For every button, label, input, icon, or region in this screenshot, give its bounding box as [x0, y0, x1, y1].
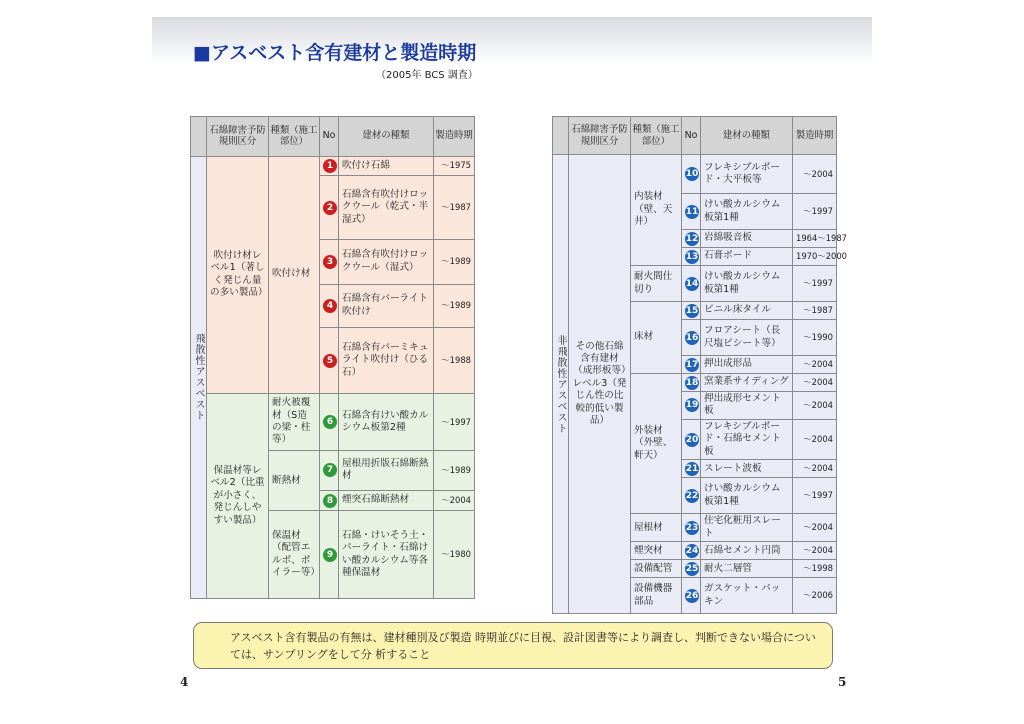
item-number-badge: 10	[685, 169, 699, 179]
type-spray: 吹付け材	[269, 156, 320, 393]
material-name: フロアシート（長尺塩ビシート等）	[701, 320, 793, 356]
material-name: 窯業系サイディング	[701, 374, 793, 392]
item-number-badge: 21	[685, 463, 699, 474]
item-number-badge: 5	[323, 354, 337, 368]
manufacture-period: ～2004	[793, 460, 837, 478]
header-period: 製造時期	[793, 117, 837, 155]
right-table	[552, 116, 848, 614]
note-box: アスベスト含有製品の有無は、建材種別及び製造 時期並びに目視、設計図書等により調査し、判断できない場合については、サンプリングをして分 析すること	[193, 622, 833, 669]
manufacture-period: ～1989	[434, 239, 475, 284]
page-title: ■アスベスト含有建材と製造時期	[193, 42, 477, 64]
class-level2: 保温材等レベル2（比重が小さく、発じんしやすい製品）	[207, 393, 269, 598]
item-number-badge: 13	[685, 251, 699, 262]
header-period: 製造時期	[434, 117, 475, 157]
item-number-badge: 4	[323, 299, 337, 313]
material-name: 押出成形品	[701, 356, 793, 374]
type-roof: 屋根材	[631, 514, 682, 542]
item-number-badge: 17	[685, 359, 699, 370]
category-friable: 飛散性アスベスト	[191, 156, 207, 598]
header-no: No	[320, 117, 339, 157]
material-name: スレート波板	[701, 460, 793, 478]
manufacture-period: 1964～1987	[793, 230, 837, 248]
material-name: ガスケット・パッキン	[701, 578, 793, 614]
manufacture-period: ～2006	[793, 578, 837, 614]
type-equipment-parts: 設備機器部品	[631, 578, 682, 614]
material-name: 石綿セメント円筒	[701, 542, 793, 560]
material-name: 屋根用折版石綿断熱材	[339, 451, 434, 491]
item-number-badge: 12	[685, 233, 699, 244]
item-number-badge: 15	[685, 305, 699, 316]
material-name: 石綿含有バーライト吹付け	[339, 284, 434, 328]
category-non-friable: 非飛散性アスベスト	[553, 155, 569, 614]
header-classification: 石綿障害予防規則区分	[207, 117, 269, 157]
type-insulation: 断熱材	[269, 451, 320, 511]
type-plumbing: 設備配管	[631, 560, 682, 578]
material-name: 押出成形セメント板	[701, 392, 793, 420]
material-name: フレキシブルボード・石綿セメント板	[701, 419, 793, 459]
manufacture-period: ～1997	[793, 194, 837, 230]
item-number-badge: 14	[685, 278, 699, 289]
item-number-badge: 7	[323, 463, 337, 477]
item-number-badge: 11	[685, 206, 699, 217]
item-number-badge: 9	[323, 548, 337, 562]
manufacture-period: 1970～2000	[793, 248, 837, 266]
type-interior: 内装材（壁、天井）	[631, 155, 682, 266]
manufacture-period: ～1998	[793, 560, 837, 578]
material-name: 石綿含有バーミキュライト吹付け（ひる石）	[339, 328, 434, 394]
manufacture-period: ～2004	[434, 490, 475, 511]
type-exterior: 外装材（外壁、軒天）	[631, 374, 682, 514]
material-name: けい酸カルシウム板第1種	[701, 194, 793, 230]
header-no: No	[682, 117, 701, 155]
item-number-badge: 19	[685, 400, 699, 411]
manufacture-period: ～1975	[434, 156, 475, 176]
item-number-badge: 16	[685, 332, 699, 343]
material-name: けい酸カルシウム板第1種	[701, 478, 793, 514]
item-number-badge: 3	[323, 255, 337, 269]
manufacture-period: ～1989	[434, 451, 475, 491]
manufacture-period: ～1990	[793, 320, 837, 356]
item-number-badge: 23	[685, 522, 699, 533]
manufacture-period: ～1997	[434, 393, 475, 450]
type-fire-partition: 耐火間仕切り	[631, 266, 682, 302]
manufacture-period: ～1980	[434, 511, 475, 599]
item-number-badge: 8	[323, 494, 337, 508]
manufacture-period: ～1988	[434, 328, 475, 394]
manufacture-period: ～2004	[793, 155, 837, 194]
material-name: 石綿・けいそう土・パーライト・石綿けい酸カルシウム等各種保温材	[339, 511, 434, 599]
header-material: 建材の種類	[339, 117, 434, 157]
page-subtitle: （2005年 BCS 調査）	[376, 70, 478, 81]
header-type: 種類（施工部位）	[631, 117, 682, 155]
manufacture-period: ～2004	[793, 356, 837, 374]
material-name: 住宅化粧用スレート	[701, 514, 793, 542]
type-thermal-insulation: 保温材（配管エルボ、ボイラー等）	[269, 511, 320, 599]
material-name: 石綿含有吹付けロックウール（湿式）	[339, 239, 434, 284]
item-number-badge: 1	[323, 159, 337, 173]
manufacture-period: ～2004	[793, 514, 837, 542]
material-name: 煙突石綿断熱材	[339, 490, 434, 511]
left-table	[190, 116, 475, 599]
header-material: 建材の種類	[701, 117, 793, 155]
material-name: 石綿含有けい酸カルシウム板第2種	[339, 393, 434, 450]
class-level1: 吹付け材レベル1（著しく発じん量の多い製品）	[207, 156, 269, 393]
manufacture-period: ～2004	[793, 542, 837, 560]
material-name: 吹付け石綿	[339, 156, 434, 176]
material-name: 耐火二層管	[701, 560, 793, 578]
item-number-badge: 25	[685, 563, 699, 574]
item-number-badge: 24	[685, 545, 699, 556]
manufacture-period: ～2004	[793, 392, 837, 420]
material-name: 岩綿吸音板	[701, 230, 793, 248]
item-number-badge: 26	[685, 590, 699, 601]
type-fireproof-coating: 耐火被覆材（S造の梁・柱等）	[269, 393, 320, 450]
material-name: けい酸カルシウム板第1種	[701, 266, 793, 302]
item-number-badge: 6	[323, 415, 337, 429]
item-number-badge: 22	[685, 490, 699, 501]
header-classification: 石綿障害予防規則区分	[569, 117, 631, 155]
manufacture-period: ～1997	[793, 478, 837, 514]
material-name: フレキシブルボード・大平板等	[701, 155, 793, 194]
type-chimney: 煙突材	[631, 542, 682, 560]
material-name: 石綿含有吹付けロックウール（乾式・半湿式）	[339, 176, 434, 240]
page-number-left: 4	[180, 675, 189, 689]
manufacture-period: ～1987	[434, 176, 475, 240]
header-type: 種類（施工部位）	[269, 117, 320, 157]
page-number-right: 5	[838, 675, 847, 689]
material-name: ビニル床タイル	[701, 302, 793, 320]
manufacture-period: ～2004	[793, 419, 837, 459]
item-number-badge: 2	[323, 201, 337, 215]
class-level3: その他石綿含有建材（成形板等）レベル3（発じん性の比較的低い製品）	[569, 155, 631, 614]
manufacture-period: ～2004	[793, 374, 837, 392]
material-name: 石膏ボード	[701, 248, 793, 266]
manufacture-period: ～1989	[434, 284, 475, 328]
item-number-badge: 18	[685, 377, 699, 388]
type-floor: 床材	[631, 302, 682, 374]
manufacture-period: ～1987	[793, 302, 837, 320]
item-number-badge: 20	[685, 434, 699, 445]
manufacture-period: ～1997	[793, 266, 837, 302]
